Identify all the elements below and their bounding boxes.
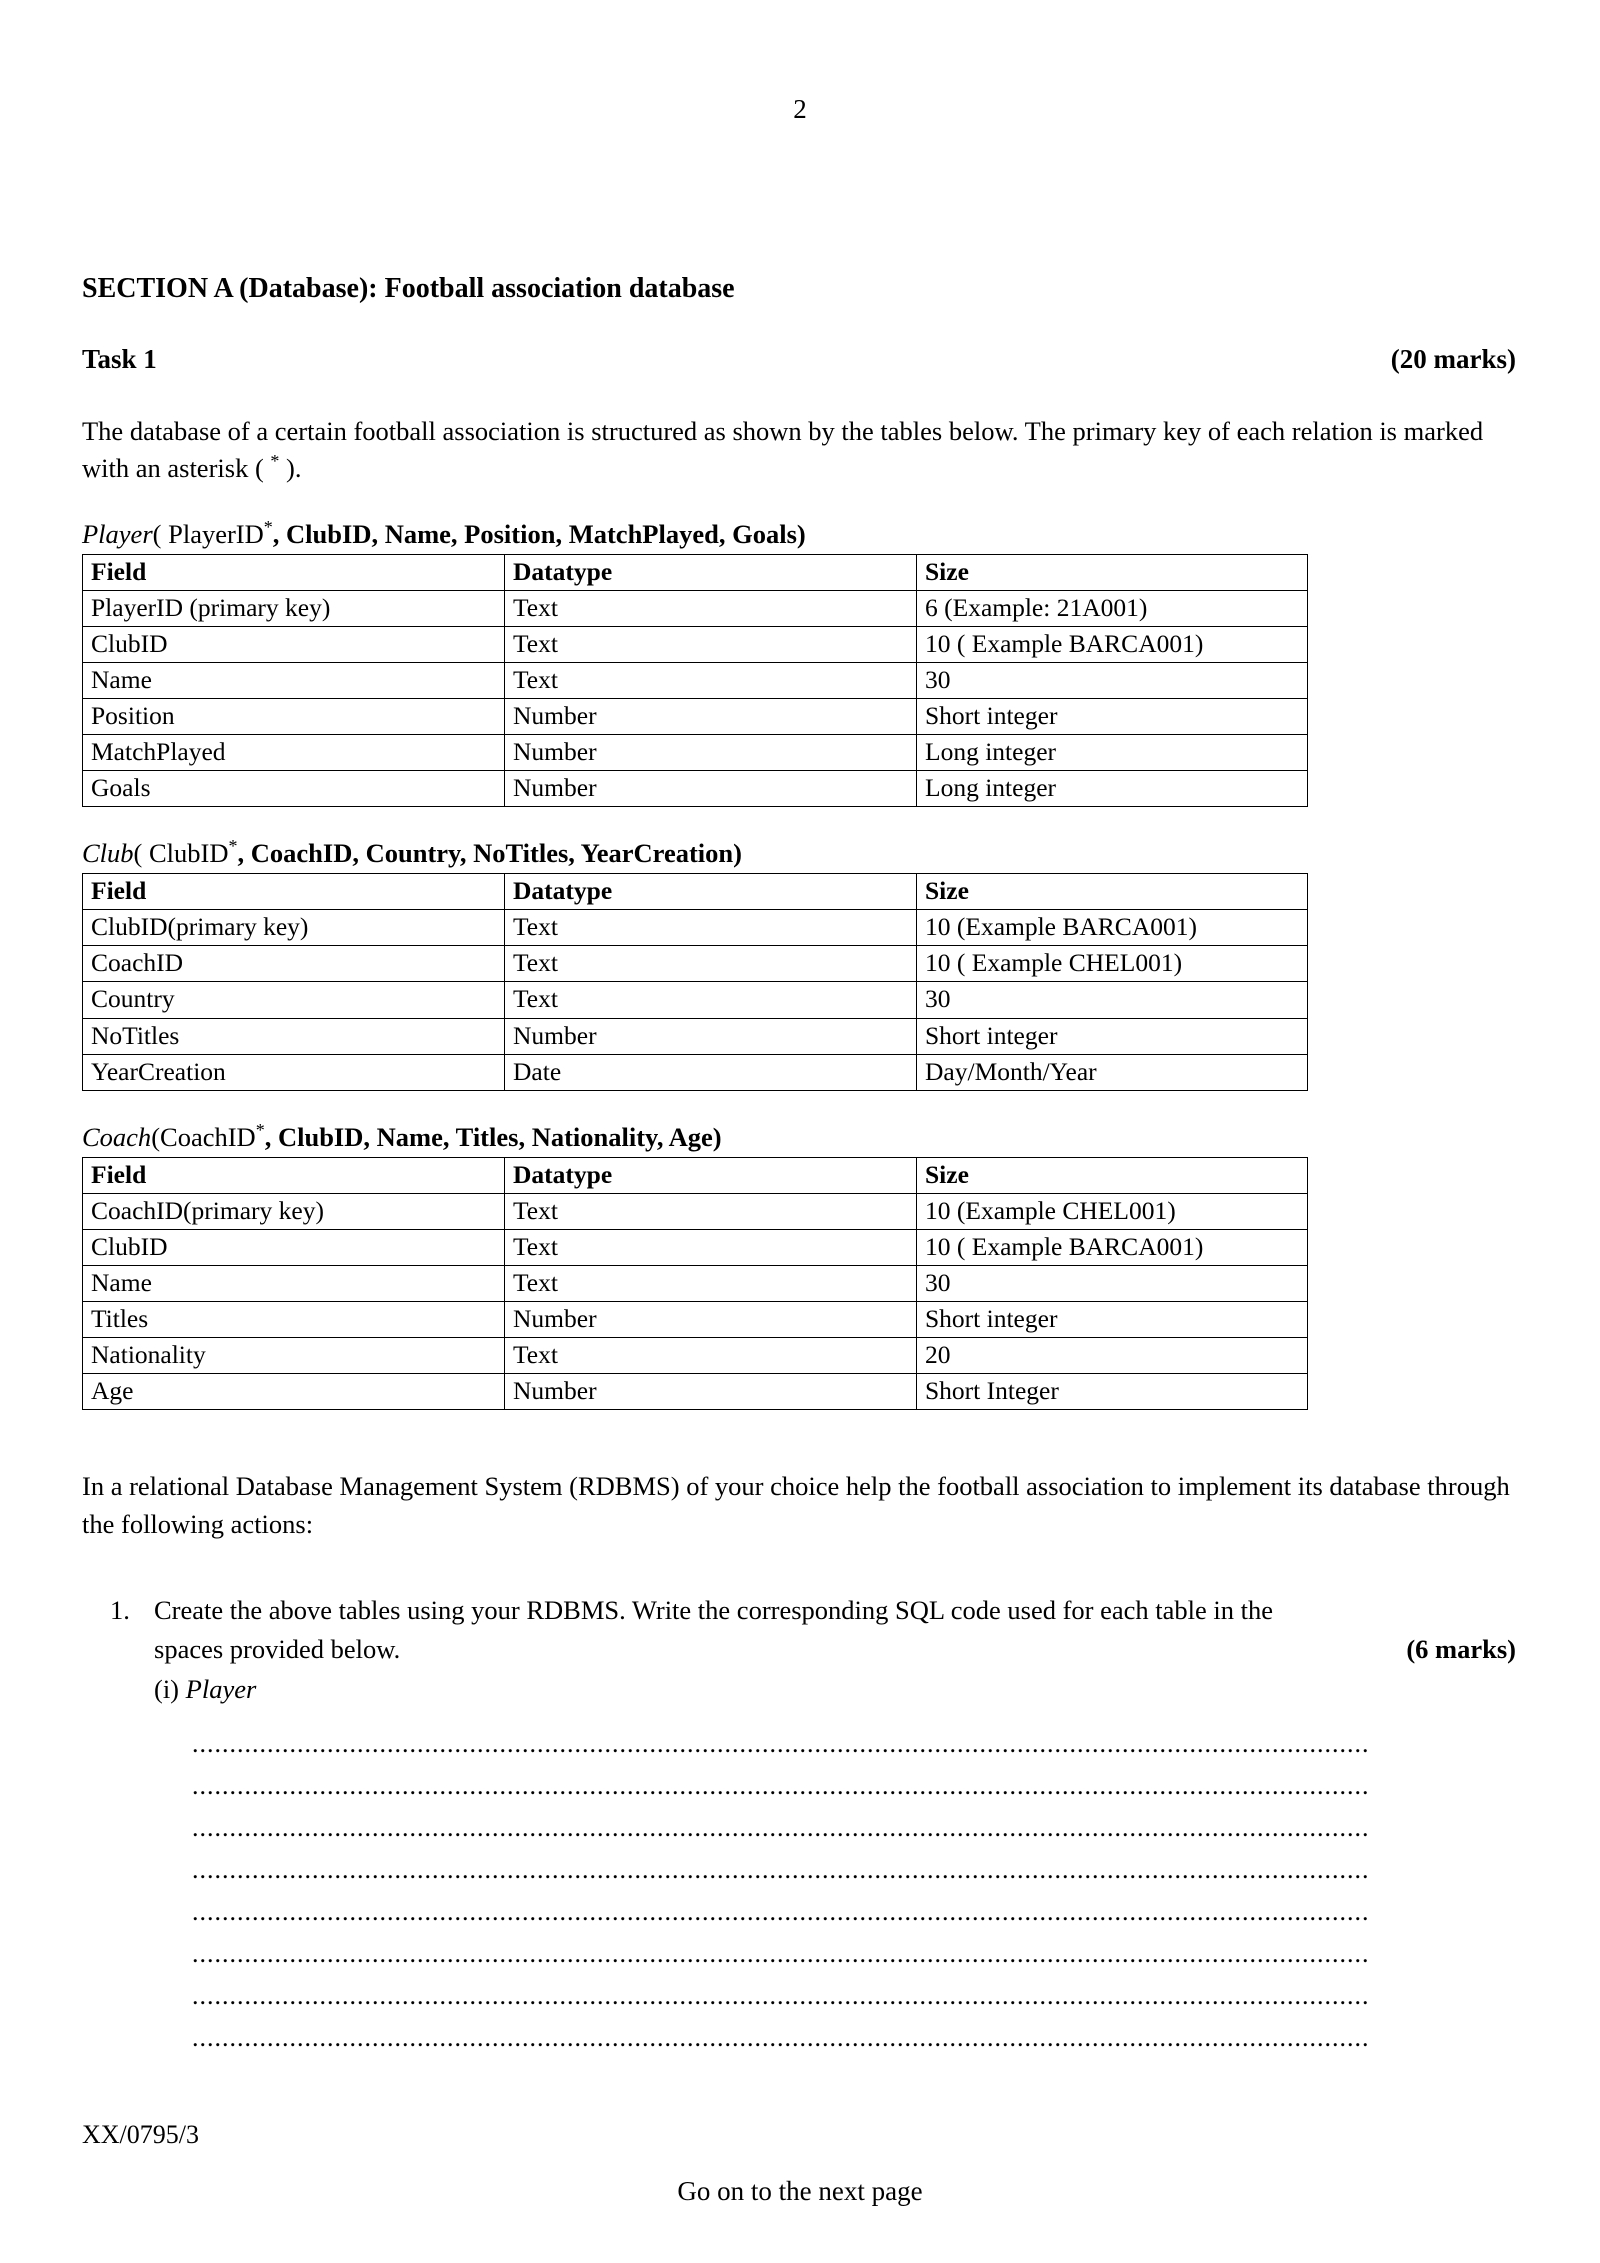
cell-datatype: Text <box>505 910 917 946</box>
cell-size: Day/Month/Year <box>917 1054 1308 1090</box>
question-text-line2-row <box>154 1630 1516 1668</box>
cell-field: ClubID <box>83 626 505 662</box>
table-row <box>83 982 1308 1018</box>
table-row <box>83 1054 1308 1090</box>
table-row <box>83 662 1308 698</box>
cell-size: 6 (Example: 21A001) <box>917 590 1308 626</box>
relation-signature-player <box>82 518 1516 552</box>
cell-field: Position <box>83 699 505 735</box>
cell-field: NoTitles <box>83 1018 505 1054</box>
answer-line[interactable]: ............................................................................................................................................................. <box>192 1980 1370 2010</box>
relation-sig-rest-player: , ClubID, Name, Position, MatchPlayed, Goals) <box>272 518 806 549</box>
table-header-row <box>83 554 1308 590</box>
cell-datatype: Number <box>505 1301 917 1337</box>
cell-size: 30 <box>917 1265 1308 1301</box>
task-row <box>82 344 1516 375</box>
cell-field: Goals <box>83 771 505 807</box>
footer-paper-code: XX/0795/3 <box>82 2120 199 2149</box>
table-row <box>83 1229 1308 1265</box>
sub-question-number: (i) <box>154 1674 180 1705</box>
cell-datatype: Text <box>505 1229 917 1265</box>
footer-note: Go on to the next page <box>677 2176 923 2206</box>
cell-size: 10 (Example BARCA001) <box>917 910 1308 946</box>
column-header-field: Field <box>83 554 505 590</box>
cell-field: CoachID(primary key) <box>83 1193 505 1229</box>
cell-datatype: Number <box>505 1374 917 1410</box>
answer-lines <box>82 1723 1516 2059</box>
question-text-line1: Create the above tables using your RDBMS. Write the corresponding SQL code used for each table in the <box>154 1595 1274 1626</box>
cell-datatype: Number <box>505 735 917 771</box>
asterisk-icon: * <box>255 1119 265 1140</box>
schema-table-player <box>82 554 1308 808</box>
column-header-datatype: Datatype <box>505 1157 917 1193</box>
relation-sig-open-coach: (CoachID <box>151 1121 256 1152</box>
cell-datatype: Text <box>505 1265 917 1301</box>
schema-table-coach <box>82 1157 1308 1411</box>
schema-table-club <box>82 873 1308 1090</box>
question-marks: (6 marks) <box>1406 1633 1516 1664</box>
answer-line[interactable]: ............................................................................................................................................................. <box>192 1854 1370 1884</box>
column-header-size: Size <box>917 1157 1308 1193</box>
cell-size: 20 <box>917 1337 1308 1373</box>
cell-field: Titles <box>83 1301 505 1337</box>
cell-datatype: Text <box>505 1193 917 1229</box>
relation-name-player: Player <box>82 518 153 549</box>
table-row <box>83 910 1308 946</box>
cell-size: 10 (Example CHEL001) <box>917 1193 1308 1229</box>
cell-field: CoachID <box>83 946 505 982</box>
page-number: 2 <box>793 94 807 124</box>
cell-size: Short Integer <box>917 1374 1308 1410</box>
cell-size: Long integer <box>917 771 1308 807</box>
table-row <box>83 771 1308 807</box>
table-row <box>83 1018 1308 1054</box>
cell-field: YearCreation <box>83 1054 505 1090</box>
cell-size: 30 <box>917 662 1308 698</box>
cell-datatype: Number <box>505 1018 917 1054</box>
column-header-size: Size <box>917 874 1308 910</box>
table-row <box>83 735 1308 771</box>
answer-line[interactable]: ............................................................................................................................................................. <box>192 1770 1370 1800</box>
page-content <box>82 272 1516 2059</box>
cell-size: 10 ( Example CHEL001) <box>917 946 1308 982</box>
asterisk-icon: * <box>228 836 238 857</box>
table-row <box>83 1265 1308 1301</box>
table-header-row <box>83 1157 1308 1193</box>
column-header-datatype: Datatype <box>505 554 917 590</box>
cell-datatype: Text <box>505 662 917 698</box>
cell-datatype: Text <box>505 626 917 662</box>
answer-line[interactable]: ............................................................................................................................................................. <box>192 1896 1370 1926</box>
sub-question-label <box>154 1670 1516 1708</box>
cell-size: 10 ( Example BARCA001) <box>917 1229 1308 1265</box>
table-row <box>83 626 1308 662</box>
question-text-line2: spaces provided below. <box>154 1633 401 1664</box>
relation-signature-coach <box>82 1121 1516 1155</box>
cell-field: MatchPlayed <box>83 735 505 771</box>
sub-question-name: Player <box>185 1674 257 1705</box>
table-row <box>83 699 1308 735</box>
table-row <box>83 946 1308 982</box>
cell-datatype: Text <box>505 946 917 982</box>
cell-size: Long integer <box>917 735 1308 771</box>
relation-sig-open-player: ( PlayerID <box>152 518 264 549</box>
relation-name-coach: Coach <box>82 1121 152 1152</box>
relation-sig-open-club: ( ClubID <box>133 838 229 869</box>
answer-line[interactable]: ............................................................................................................................................................. <box>192 2022 1370 2052</box>
cell-field: Name <box>83 662 505 698</box>
cell-datatype: Number <box>505 771 917 807</box>
column-header-field: Field <box>83 1157 505 1193</box>
cell-field: Country <box>83 982 505 1018</box>
table-row <box>83 1193 1308 1229</box>
task-marks: (20 marks) <box>1390 343 1516 374</box>
cell-datatype: Text <box>505 1337 917 1373</box>
intro-paragraph: The database of a certain football association is structured as shown by the tables below. The primary key of each relation is marked with an asterisk ( * ). <box>82 415 1484 484</box>
column-header-field: Field <box>83 874 505 910</box>
cell-field: Age <box>83 1374 505 1410</box>
column-header-size: Size <box>917 554 1308 590</box>
cell-datatype: Date <box>505 1054 917 1090</box>
asterisk-icon: * <box>263 517 273 538</box>
table-row <box>83 1301 1308 1337</box>
answer-line[interactable]: ............................................................................................................................................................. <box>192 1938 1370 1968</box>
cell-size: 30 <box>917 982 1308 1018</box>
table-row <box>83 1337 1308 1373</box>
column-header-datatype: Datatype <box>505 874 917 910</box>
cell-field: Name <box>83 1265 505 1301</box>
question-number: 1. <box>110 1595 130 1626</box>
table-header-row <box>83 874 1308 910</box>
cell-datatype: Number <box>505 699 917 735</box>
section-heading: SECTION A (Database): Football association database <box>82 273 735 304</box>
cell-size: 10 ( Example BARCA001) <box>917 626 1308 662</box>
cell-size: Short integer <box>917 1301 1308 1337</box>
cell-size: Short integer <box>917 699 1308 735</box>
answer-line[interactable]: ............................................................................................................................................................. <box>192 1728 1370 1758</box>
relation-name-club: Club <box>82 838 134 869</box>
task-label: Task 1 <box>82 343 157 374</box>
question-item-1 <box>82 1591 1516 1708</box>
question-list <box>82 1591 1516 1708</box>
cell-size: Short integer <box>917 1018 1308 1054</box>
cell-field: PlayerID (primary key) <box>83 590 505 626</box>
relation-sig-rest-club: , CoachID, Country, NoTitles, YearCreation) <box>237 838 742 869</box>
asterisk-icon: * <box>270 451 280 472</box>
table-row <box>83 1374 1308 1410</box>
table-row <box>83 590 1308 626</box>
cell-field: ClubID(primary key) <box>83 910 505 946</box>
cell-field: ClubID <box>83 1229 505 1265</box>
answer-line[interactable]: ............................................................................................................................................................. <box>192 1812 1370 1842</box>
relation-sig-rest-coach: , ClubID, Name, Titles, Nationality, Age) <box>264 1121 722 1152</box>
cell-datatype: Text <box>505 982 917 1018</box>
cell-datatype: Text <box>505 590 917 626</box>
relation-signature-club <box>82 837 1516 871</box>
instruction-paragraph: In a relational Database Management System (RDBMS) of your choice help the football association to implement its database through the following actions: <box>82 1471 1510 1539</box>
cell-field: Nationality <box>83 1337 505 1373</box>
